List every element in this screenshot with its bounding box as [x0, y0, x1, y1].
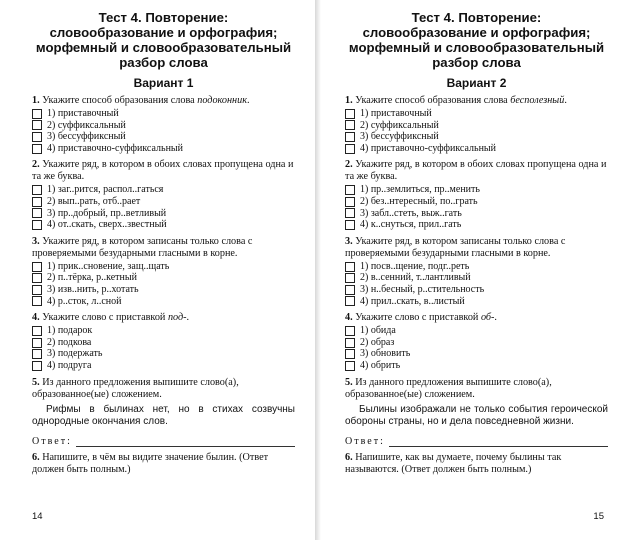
option-row[interactable]: 4) прил..скать, в..листый	[345, 296, 608, 308]
question-1-options	[345, 108, 608, 154]
question-1: 1. Укажите способ образования слова подоконник.	[32, 95, 250, 106]
question-6: 6. Напишите, как вы думаете, почему былины так называются. (Ответ должен быть полным.)	[345, 451, 562, 475]
answer-field[interactable]	[32, 436, 295, 447]
question-4: 4. Укажите слово с приставкой под-.	[32, 312, 190, 324]
question-1-options	[32, 108, 295, 154]
option-row[interactable]: 2) суффиксальный	[345, 120, 608, 132]
option-row[interactable]: 3) н..бесный, р..стительность	[345, 284, 608, 296]
option-row[interactable]: 1) посв..щение, подг..реть	[345, 261, 608, 273]
answer-checkbox[interactable]	[345, 120, 355, 130]
source-sentence: Былины изображали не только события героической обороны страны, но и дела повседневной жизни.	[345, 403, 608, 427]
option-row[interactable]: 3) пр..добрый, пр..ветливый	[32, 208, 295, 220]
test-title: Тест 4. Повторение: словообразование и орфография; морфемный и словообразовательный разбор слова	[348, 10, 605, 70]
answer-checkbox[interactable]	[32, 208, 42, 218]
question-3-options	[345, 261, 608, 307]
question-4-options	[32, 325, 295, 371]
option-row[interactable]: 1) подарок	[32, 325, 295, 337]
option-row[interactable]: 2) вып..рать, отб..рает	[32, 196, 295, 208]
question-1: 1. Укажите способ образования слова бесполезный.	[345, 95, 567, 106]
option-row[interactable]: 3) обновить	[345, 348, 608, 360]
option-row[interactable]: 3) изв..нить, р..хотать	[32, 284, 295, 296]
answer-checkbox[interactable]	[32, 197, 42, 207]
option-row[interactable]: 2) п..тёрка, р..кетный	[32, 272, 295, 284]
variant-heading: Вариант 2	[446, 76, 507, 90]
answer-label: Ответ:	[32, 435, 72, 447]
variant-heading: Вариант 1	[133, 76, 194, 90]
answer-checkbox[interactable]	[345, 296, 355, 306]
option-row[interactable]: 2) в..сенний, т..лантливый	[345, 272, 608, 284]
answer-checkbox[interactable]	[345, 197, 355, 207]
option-row[interactable]: 3) бессуффиксный	[32, 131, 295, 143]
answer-checkbox[interactable]	[32, 262, 42, 272]
answer-checkbox[interactable]	[32, 273, 42, 283]
answer-checkbox[interactable]	[345, 262, 355, 272]
option-row[interactable]: 3) забл..стеть, выж..гать	[345, 208, 608, 220]
answer-checkbox[interactable]	[345, 220, 355, 230]
answer-label: Ответ:	[345, 435, 385, 447]
answer-field[interactable]	[345, 436, 608, 447]
option-row[interactable]: 1) прик..сновение, защ..щать	[32, 261, 295, 273]
option-row[interactable]: 1) заг..рится, распол..гаться	[32, 184, 295, 196]
question-3: 3. Укажите ряд, в котором записаны только слова с проверяемыми безударными гласными в корне.	[32, 235, 253, 259]
answer-checkbox[interactable]	[345, 285, 355, 295]
answer-checkbox[interactable]	[345, 208, 355, 218]
answer-checkbox[interactable]	[32, 220, 42, 230]
page-number: 14	[32, 511, 43, 522]
option-row[interactable]: 4) приставочно-суффиксальный	[32, 143, 295, 155]
answer-checkbox[interactable]	[345, 361, 355, 371]
option-row[interactable]: 4) обрить	[345, 360, 608, 372]
option-row[interactable]: 1) пр..землиться, пр..менить	[345, 184, 608, 196]
answer-checkbox[interactable]	[345, 185, 355, 195]
question-2-options	[345, 184, 608, 230]
question-2: 2. Укажите ряд, в котором в обоих словах пропущена одна и та же буква.	[345, 159, 607, 183]
option-row[interactable]: 4) р..сток, л..сной	[32, 296, 295, 308]
answer-checkbox[interactable]	[345, 109, 355, 119]
answer-checkbox[interactable]	[32, 120, 42, 130]
answer-checkbox[interactable]	[32, 338, 42, 348]
question-2-options	[32, 184, 295, 230]
question-5: 5. Из данного предложения выпишите слово(а), образованное(ые) сложением.	[32, 376, 239, 400]
answer-line[interactable]	[389, 437, 608, 447]
answer-checkbox[interactable]	[32, 361, 42, 371]
answer-checkbox[interactable]	[345, 132, 355, 142]
page-number: 15	[593, 511, 604, 522]
option-row[interactable]: 4) приставочно-суффиксальный	[345, 143, 608, 155]
answer-checkbox[interactable]	[345, 144, 355, 154]
option-row[interactable]: 2) образ	[345, 337, 608, 349]
option-row[interactable]: 2) подкова	[32, 337, 295, 349]
option-row[interactable]: 2) без..нтересный, по..грать	[345, 196, 608, 208]
option-row[interactable]: 1) приставочный	[345, 108, 608, 120]
question-3: 3. Укажите ряд, в котором записаны только слова с проверяемыми безударными гласными в корне.	[345, 235, 566, 259]
question-6: 6. Напишите, в чём вы видите значение былин. (Ответ должен быть полным.)	[32, 451, 269, 475]
answer-checkbox[interactable]	[32, 296, 42, 306]
right-page	[315, 0, 630, 540]
option-row[interactable]: 1) приставочный	[32, 108, 295, 120]
answer-checkbox[interactable]	[32, 349, 42, 359]
answer-checkbox[interactable]	[345, 326, 355, 336]
question-2: 2. Укажите ряд, в котором в обоих словах пропущена одна и та же буква.	[32, 159, 294, 183]
question-4: 4. Укажите слово с приставкой об-.	[345, 312, 497, 324]
option-row[interactable]: 3) бессуффиксный	[345, 131, 608, 143]
answer-line[interactable]	[76, 437, 295, 447]
answer-checkbox[interactable]	[345, 273, 355, 283]
option-row[interactable]: 4) подруга	[32, 360, 295, 372]
option-row[interactable]: 4) к..снуться, прил..гать	[345, 219, 608, 231]
option-row[interactable]: 1) обида	[345, 325, 608, 337]
answer-checkbox[interactable]	[32, 185, 42, 195]
source-sentence: Рифмы в былинах нет, но в стихах созвучны однородные окончания слов.	[32, 403, 295, 427]
answer-checkbox[interactable]	[32, 109, 42, 119]
answer-checkbox[interactable]	[345, 338, 355, 348]
answer-checkbox[interactable]	[32, 132, 42, 142]
answer-checkbox[interactable]	[32, 144, 42, 154]
option-row[interactable]: 3) подержать	[32, 348, 295, 360]
answer-checkbox[interactable]	[32, 326, 42, 336]
answer-checkbox[interactable]	[32, 285, 42, 295]
test-title: Тест 4. Повторение: словообразование и орфография; морфемный и словообразовательный разбор слова	[35, 10, 292, 70]
question-3-options	[32, 261, 295, 307]
answer-checkbox[interactable]	[345, 349, 355, 359]
option-row[interactable]: 4) от..скать, сверх..звестный	[32, 219, 295, 231]
question-5: 5. Из данного предложения выпишите слово(а), образованное(ые) сложением.	[345, 376, 552, 400]
option-row[interactable]: 2) суффиксальный	[32, 120, 295, 132]
question-4-options	[345, 325, 608, 371]
